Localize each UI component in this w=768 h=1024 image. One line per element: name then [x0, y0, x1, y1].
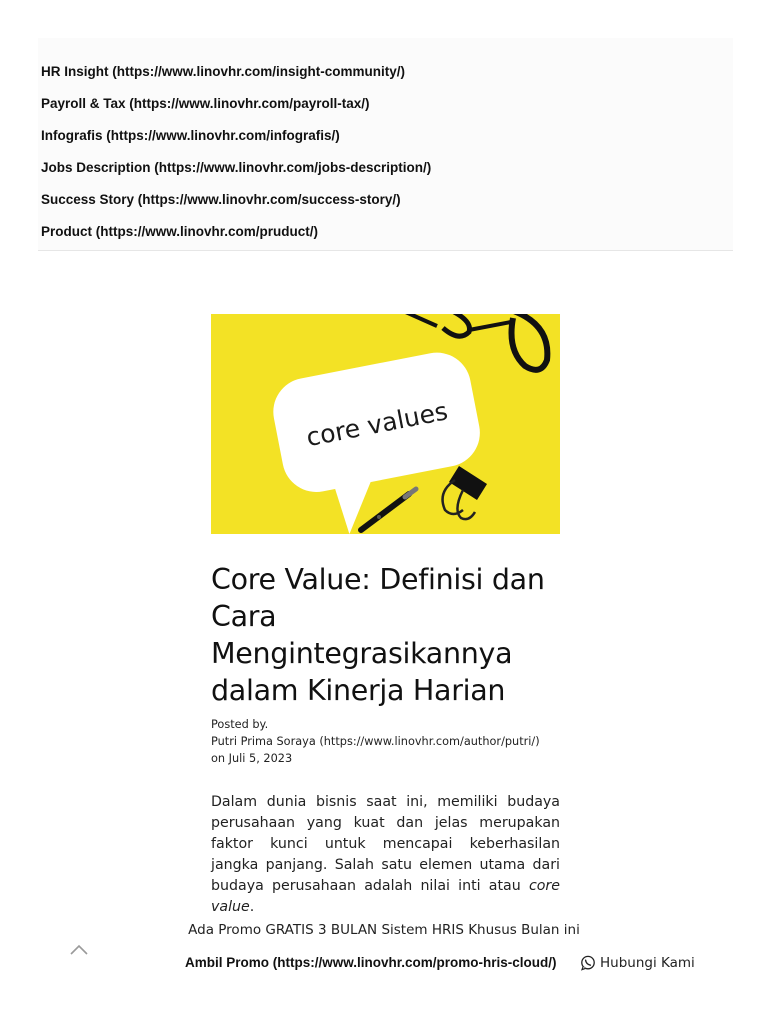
- menu-item-hr-insight[interactable]: HR Insight (https://www.linovhr.com/insight-community/): [41, 64, 405, 79]
- scroll-top-button[interactable]: [64, 934, 94, 964]
- menu-item-product[interactable]: Product (https://www.linovhr.com/pruduct/): [41, 224, 318, 239]
- posted-by-label: Posted by.: [211, 718, 269, 731]
- intro-emphasis: core value: [211, 878, 560, 915]
- core-values-illustration: [211, 314, 560, 534]
- navigation-menu: [38, 38, 733, 251]
- article-intro: [211, 792, 560, 918]
- menu-list: [38, 38, 733, 248]
- promo-banner-text: Ada Promo GRATIS 3 BULAN Sistem HRIS Khusus Bulan ini: [188, 922, 580, 938]
- article-meta: [211, 716, 591, 767]
- hero-image: [211, 314, 560, 534]
- post-date: on Juli 5, 2023: [211, 752, 293, 765]
- bubble-text: core values: [303, 396, 451, 453]
- chevron-up-icon: [64, 934, 94, 964]
- menu-item-success-story[interactable]: Success Story (https://www.linovhr.com/success-story/): [41, 192, 401, 207]
- menu-item-payroll-tax[interactable]: Payroll & Tax (https://www.linovhr.com/payroll-tax/): [41, 96, 370, 111]
- article-title: Core Value: Definisi dan Cara Mengintegrasikannya dalam Kinerja Harian: [211, 563, 545, 707]
- promo-link[interactable]: Ambil Promo (https://www.linovhr.com/promo-hris-cloud/): [185, 955, 557, 970]
- menu-item-infografis[interactable]: Infografis (https://www.linovhr.com/infografis/): [41, 128, 340, 143]
- contact-label: Hubungi Kami: [600, 955, 695, 971]
- author-link[interactable]: Putri Prima Soraya (https://www.linovhr.com/author/putri/): [211, 735, 540, 748]
- intro-end: .: [249, 899, 255, 915]
- intro-text: Dalam dunia bisnis saat ini, memiliki budaya perusahaan yang kuat dan jelas merupakan faktor kunci untuk mencapai keberhasilan jangka panjang. Salah satu elemen utama dari budaya perusahaan adalah nilai inti atau: [211, 794, 560, 894]
- menu-item-jobs-description[interactable]: Jobs Description (https://www.linovhr.com/jobs-description/): [41, 160, 432, 175]
- contact-button[interactable]: [580, 955, 695, 971]
- whatsapp-icon: [580, 955, 596, 971]
